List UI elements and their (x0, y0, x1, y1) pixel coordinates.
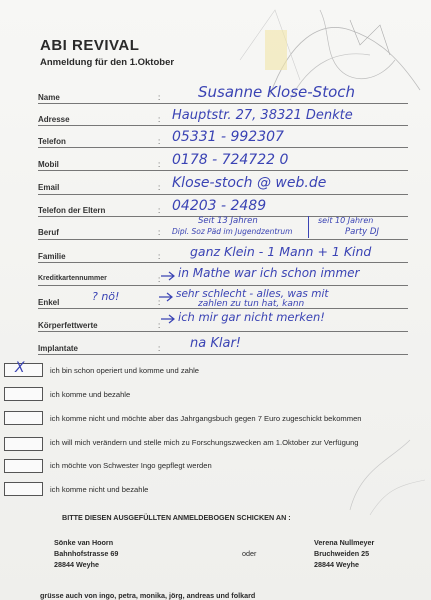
row-divider (38, 308, 408, 309)
value-kreditkartennummer[interactable]: in Mathe war ich schon immer (178, 266, 360, 280)
registration-form: ABI REVIVAL Anmeldung für den 1.Oktober Name : Susanne Klose-Stoch Adresse : Hauptstr. 27, 38321 Denkte Telefon : 05331 - 992307 Mobil : 0178 - 724722 0 Email : Klose-stoch @ web.de Telefon der Eltern : 04203 - 2489 Beruf : Seit 13 Jahren Dipl. Soz Päd im Jugendzentrum seit 10 Jahren Party DJ Familie : ganz Klein - 1 Mann + 1 Kind Kreditkartennummer : in Mathe war ich schon immer Enkel : ? nö! sehr schlecht - alles, was mit zahlen zu tun hat, kann Körperfettwerte : ich mir gar nicht merken! Implantate : na Klar! X ich bin schon operiert und komme und zahle ich komme und bezahle ich komme nicht und möchte aber das Jahrgangsbuch gegen 7 Euro zugeschickt bekommen ich will mich verändern und stelle mich zu Forschungszwecken am 1.Oktober zur Verfügung ich möchte von Schwester Ingo gepflegt werden ich komme nicht und bezahle BITTE DIESEN AUSGEFÜLLTEN ANMELDEBOGEN SCHICKEN AN : Sönke van Hoorn Bahnhofstrasse 69 28844 Weyhe oder Verena Nullmeyer Bruchweiden 25 28844 Weyhe grüsse auch von ingo, petra, monika, jörg, andreas und folkard (0, 0, 431, 600)
value-adresse[interactable]: Hauptstr. 27, 38321 Denkte (172, 108, 353, 123)
label-familie: Familie (38, 252, 66, 261)
option-komme-bezahle: ich komme und bezahle (50, 390, 131, 399)
address-block-1 (54, 537, 118, 570)
check-mark: X (15, 360, 25, 376)
row-divider (38, 147, 408, 148)
value-enkel-line2[interactable]: zahlen zu tun hat, kann (198, 299, 305, 309)
option-komme-nicht-bezahle: ich komme nicht und bezahle (50, 485, 149, 494)
address2-street: Bruchweiden 25 (314, 549, 370, 558)
footer-instruction: BITTE DIESEN AUSGEFÜLLTEN ANMELDEBOGEN SCHICKEN AN : (62, 513, 291, 522)
label-koerperfettwerte: Körperfettwerte (38, 321, 98, 330)
address2-name: Verena Nullmeyer (314, 538, 375, 547)
checkbox-komme-nicht-bezahle[interactable] (4, 482, 43, 496)
checkbox-schwester-ingo[interactable] (4, 459, 43, 473)
value-telefon-eltern[interactable]: 04203 - 2489 (172, 198, 267, 214)
address1-street: Bahnhofstrasse 69 (54, 549, 119, 558)
row-divider (38, 331, 408, 332)
option-operiert: ich bin schon operiert und komme und zahle (50, 366, 200, 375)
arrow-icon (160, 271, 176, 281)
value-beruf-line2[interactable]: Dipl. Soz Päd im Jugendzentrum (172, 227, 293, 236)
value-familie[interactable]: ganz Klein - 1 Mann + 1 Kind (190, 244, 372, 259)
label-adresse: Adresse (38, 115, 70, 124)
row-divider (38, 170, 408, 171)
option-jahrgangsbuch: ich komme nicht und möchte aber das Jahrgangsbuch gegen 7 Euro zugeschickt bekommen (50, 414, 362, 423)
value-beruf-line1[interactable]: Seit 13 Jahren (198, 216, 258, 226)
label-mobil: Mobil (38, 160, 59, 169)
row-divider (38, 103, 408, 104)
address-block-2 (314, 537, 374, 570)
or-label: oder (242, 549, 257, 558)
checkbox-jahrgangsbuch[interactable] (4, 411, 43, 425)
arrow-icon (160, 314, 176, 324)
value-email[interactable]: Klose-stoch @ web.de (172, 175, 327, 191)
value-mobil[interactable]: 0178 - 724722 0 (172, 152, 289, 168)
address2-city: 28844 Weyhe (314, 560, 360, 569)
value-telefon[interactable]: 05331 - 992307 (172, 129, 284, 145)
label-telefon-eltern: Telefon der Eltern (38, 206, 106, 215)
footer-greeting: grüsse auch von ingo, petra, monika, jörg, andreas und folkard (40, 591, 256, 600)
value-enkel-line1[interactable]: sehr schlecht - alles, was mit (176, 288, 329, 300)
address1-city: 28844 Weyhe (54, 560, 100, 569)
value-beruf-extra-line2[interactable]: Party DJ (345, 227, 379, 237)
label-kreditkartennummer: Kreditkartennummer (38, 275, 107, 282)
form-title: ABI REVIVAL (40, 37, 140, 54)
option-schwester-ingo: ich möchte von Schwester Ingo gepflegt werden (50, 461, 212, 470)
value-beruf-extra-line1[interactable]: seit 10 Jahren (318, 216, 374, 225)
label-email: Email (38, 183, 60, 192)
arrow-icon (158, 292, 174, 302)
address1-name: Sönke van Hoorn (54, 538, 114, 547)
row-divider (38, 239, 408, 240)
label-telefon: Telefon (38, 137, 66, 146)
form-subtitle: Anmeldung für den 1.Oktober (40, 57, 175, 68)
row-divider (38, 262, 408, 263)
row-divider (38, 354, 408, 355)
label-enkel: Enkel (38, 298, 60, 307)
label-name: Name (38, 93, 60, 102)
option-forschung: ich will mich verändern und stelle mich zu Forschungszwecken am 1.Oktober zur Verfügung (50, 438, 359, 447)
checkbox-komme-bezahle[interactable] (4, 387, 43, 401)
row-divider (38, 194, 408, 195)
value-name[interactable]: Susanne Klose-Stoch (198, 83, 356, 101)
beruf-separator (308, 216, 309, 238)
row-divider (38, 285, 408, 286)
label-implantate: Implantate (38, 344, 79, 353)
value-koerperfettwerte[interactable]: ich mir gar nicht merken! (178, 310, 325, 324)
checkbox-operiert[interactable] (4, 360, 43, 377)
value-enkel-prefix[interactable]: ? nö! (92, 290, 120, 303)
value-implantate[interactable]: na Klar! (190, 336, 241, 351)
row-divider (38, 125, 408, 126)
label-beruf: Beruf (38, 228, 59, 237)
checkbox-forschung[interactable] (4, 437, 43, 451)
